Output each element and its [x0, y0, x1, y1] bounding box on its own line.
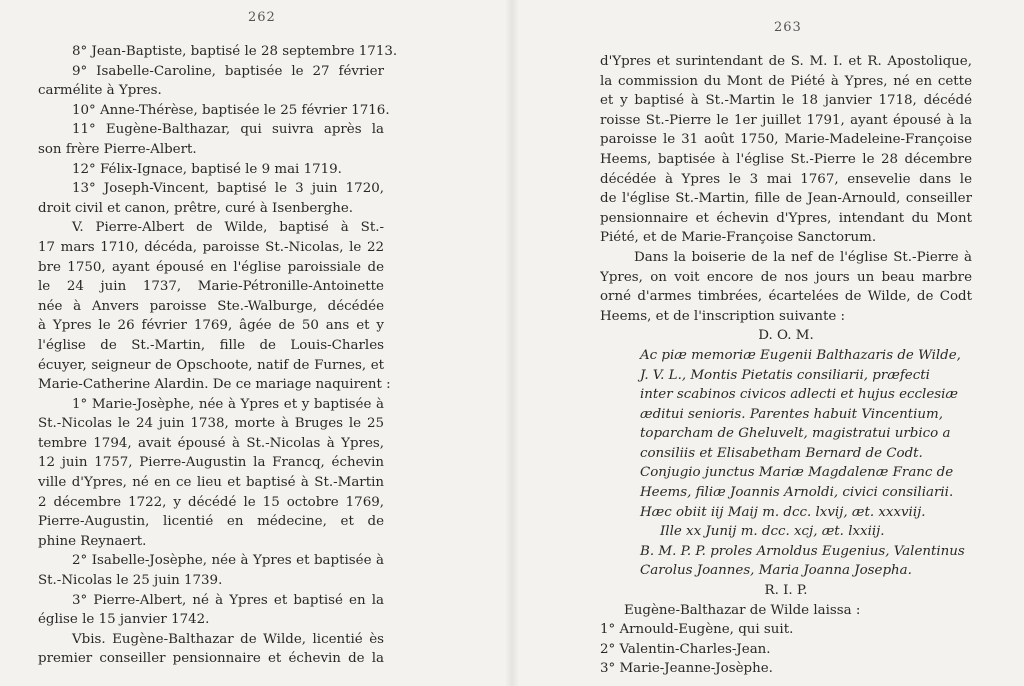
text-line: Dans la boiserie de la nef de l'église St.-Pierre à: [634, 249, 972, 265]
text-line: Heems, baptisée à l'église St.-Pierre le 28 décembre: [600, 151, 972, 167]
text-line: église le 15 janvier 1742.: [38, 612, 210, 628]
text-line: d'Ypres et surintendant de S. M. I. et R. Apostolique,: [600, 54, 972, 69]
inscription-line: Ac piæ memoriæ Eugenii Balthazaris de Wilde,: [640, 347, 961, 363]
text-line: 2° Isabelle-Josèphe, née à Ypres et baptisée à: [72, 553, 384, 569]
text-line: Marie-Catherine Alardin. De ce mariage naquirent :: [38, 377, 391, 393]
text-line: née à Anvers paroisse Ste.-Walburge, décédée: [38, 298, 384, 314]
text-line: V. Pierre-Albert de Wilde, baptisé à St.-: [72, 220, 384, 236]
text-line: son frère Pierre-Albert.: [38, 141, 197, 157]
inscription-line: Conjugio junctus Mariæ Magdalenæ Franc de: [640, 465, 954, 481]
text-line: St.-Nicolas le 25 juin 1739.: [38, 573, 223, 589]
text-line: 10° Anne-Thérèse, baptisée le 25 février 1716.: [72, 102, 390, 118]
inscription-line: æditui senioris. Parentes habuit Vincentium,: [640, 406, 943, 422]
text-line: Eugène-Balthazar de Wilde laissa :: [624, 602, 861, 618]
text-line: Piété, et de Marie-Françoise Sanctorum.: [600, 230, 877, 246]
text-line: 9° Isabelle-Caroline, baptisée le 27 février: [72, 63, 384, 79]
left-page-number: 262: [248, 10, 276, 25]
text-line: de l'église St.-Martin, fille de Jean-Arnould, conseiller: [600, 191, 972, 207]
text-line: Vbis. Eugène-Balthazar de Wilde, licentié ès: [72, 631, 384, 647]
text-line: écuyer, seigneur de Opschoote, natif de Furnes, et: [38, 357, 384, 373]
left-page-text: [38, 42, 398, 669]
text-line: décédée à Ypres le 3 mai 1767, ensevelie dans le: [600, 171, 972, 187]
inscription-line: J. V. L., Montis Pietatis consiliarii, præfecti: [640, 367, 930, 383]
right-page: [512, 0, 1024, 686]
text-line: roisse St.-Pierre le 1er juillet 1791, ayant épousé à la: [600, 112, 972, 128]
text-line: et y baptisé à St.-Martin le 18 janvier 1718, décédé: [600, 93, 972, 109]
text-line: 2° Valentin-Charles-Jean.: [600, 641, 771, 657]
text-line: St.-Nicolas le 24 juin 1738, morte à Bruges le 25: [38, 416, 384, 432]
text-line: à Ypres le 26 février 1769, âgée de 50 ans et y: [38, 318, 384, 334]
text-line: le 24 juin 1737, Marie-Pétronille-Antoinette: [38, 279, 384, 295]
text-line: 1° Arnould-Eugène, qui suit.: [600, 622, 794, 638]
text-line: droit civil et canon, prêtre, curé à Isenberghe.: [38, 200, 354, 216]
text-line: 11° Eugène-Balthazar, qui suivra après la: [72, 122, 384, 138]
inscription-heading: D. O. M.: [758, 328, 814, 344]
text-line: tembre 1794, avait épousé à St.-Nicolas à Ypres,: [38, 435, 384, 451]
text-line: ville d'Ypres, né en ce lieu et baptisé à St.-Martin: [38, 475, 384, 491]
text-line: 8° Jean-Baptiste, baptisé le 28 septembre 1713.: [72, 44, 398, 59]
right-page-number: 263: [774, 20, 802, 35]
inscription-line: B. M. P. P. proles Arnoldus Eugenius, Valentinus: [640, 543, 965, 559]
text-line: 13° Joseph-Vincent, baptisé le 3 juin 1720,: [72, 181, 384, 197]
inscription-line: consiliis et Elisabetham Bernard de Codt.: [640, 445, 923, 461]
text-line: pensionnaire et échevin d'Ypres, intendant du Mont: [600, 210, 972, 226]
text-line: premier conseiller pensionnaire et échevin de la: [38, 651, 384, 667]
text-line: 3° Marie-Jeanne-Josèphe.: [600, 661, 773, 677]
text-line: Ypres, on voit encore de nos jours un beau marbre: [600, 269, 972, 285]
inscription-line: inter scabinos civicos adlecti et hujus ecclesiæ: [640, 387, 958, 403]
inscription-line: Ille xx Junij m. dcc. xcj, æt. lxxiij.: [660, 524, 885, 540]
text-line: 3° Pierre-Albert, né à Ypres et baptisé en la: [72, 592, 384, 608]
text-line: 17 mars 1710, décéda, paroisse St.-Nicolas, le 22: [38, 239, 384, 255]
text-line: 1° Marie-Josèphe, née à Ypres et y baptisée à: [72, 396, 384, 412]
text-line: 12 juin 1757, Pierre-Augustin la Francq, échevin: [38, 455, 384, 471]
text-line: phine Reynaert.: [38, 533, 147, 549]
right-page-text: [600, 52, 972, 679]
text-line: la commission du Mont de Piété à Ypres, né en cette: [600, 73, 972, 89]
inscription-line: Heems, filiæ Joannis Arnoldi, civici consiliarii.: [640, 485, 954, 501]
text-line: l'église de St.-Martin, fille de Louis-Charles: [38, 337, 384, 353]
text-line: bre 1750, ayant épousé en l'église paroissiale de: [38, 259, 384, 275]
text-line: 12° Félix-Ignace, baptisé le 9 mai 1719.: [72, 161, 342, 177]
text-line: Pierre-Augustin, licentié en médecine, et de: [38, 514, 384, 530]
inscription-line: Carolus Joannes, Maria Joanna Josepha.: [640, 563, 912, 579]
inscription-closing: R. I. P.: [764, 583, 808, 599]
text-line: paroisse le 31 août 1750, Marie-Madeleine-Françoise: [600, 132, 972, 148]
inscription-line: toparcham de Gheluvelt, magistratui urbico a: [640, 426, 951, 442]
text-line: 2 décembre 1722, y décédé le 15 octobre 1769,: [38, 494, 384, 510]
text-line: carmélite à Ypres.: [38, 83, 162, 99]
text-line: orné d'armes timbrées, écartelées de Wilde, de Codt: [600, 289, 972, 305]
inscription-line: Hæc obiit iij Maij m. dcc. lxvij, æt. xxxviij.: [640, 504, 926, 520]
text-line: Heems, et de l'inscription suivante :: [600, 308, 846, 324]
